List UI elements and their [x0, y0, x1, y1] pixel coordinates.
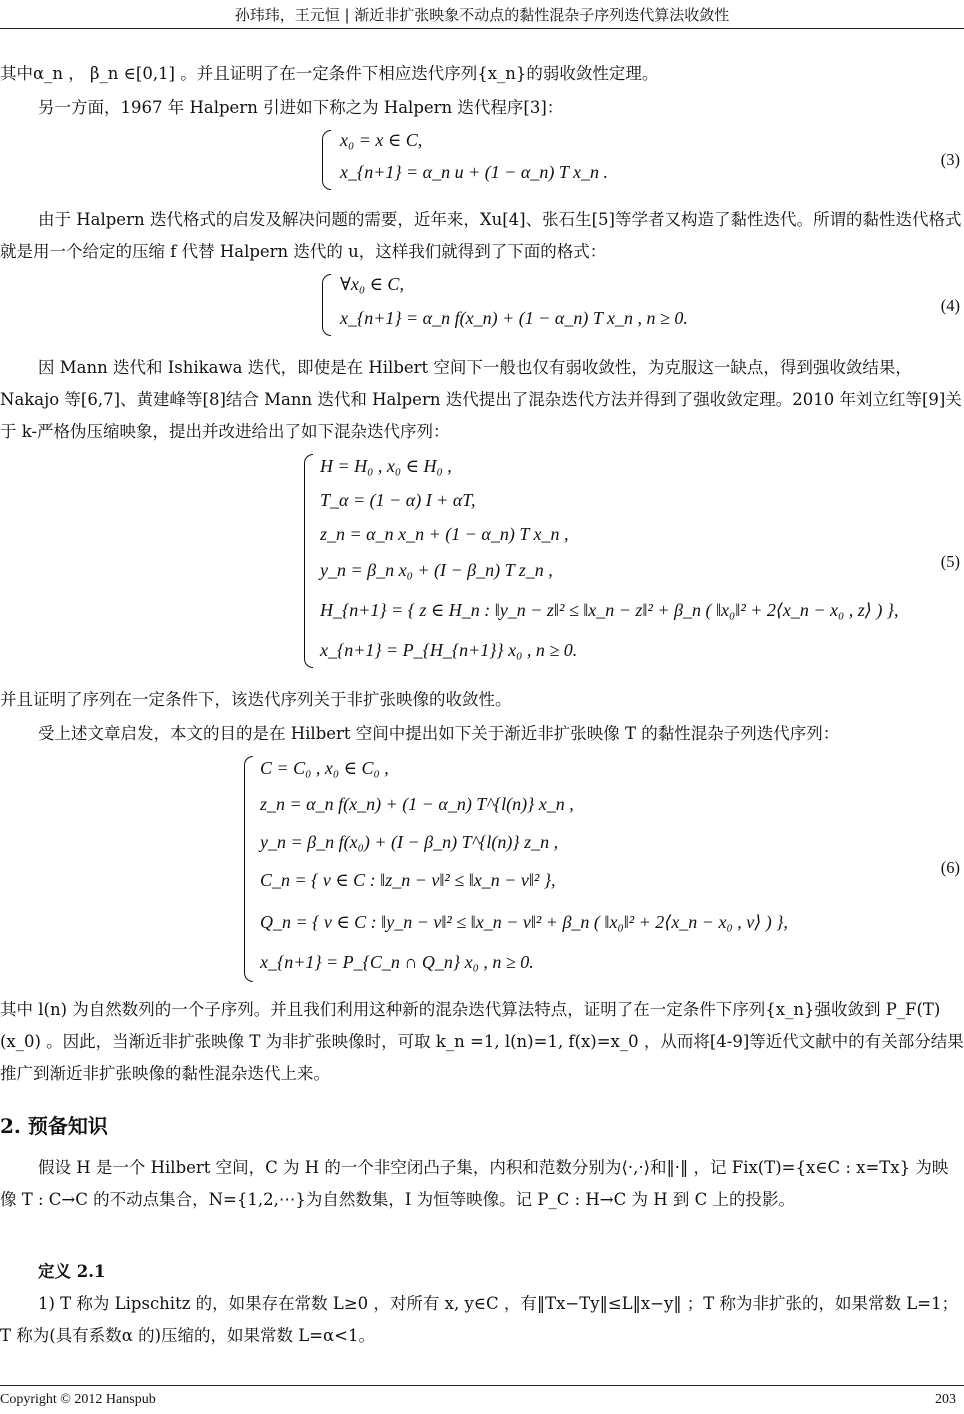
equation-line: x_{n+1} = P_{H_{n+1}} x₀ , n ≥ 0. — [320, 640, 578, 660]
paragraph-3: 由于 Halpern 迭代格式的启发及解决问题的需要，近年来，Xu[4]、张石生[5]等学者又构造了黏性迭代。所谓的黏性迭代格式就是用一个给定的压缩 f 代替 Halpern 迭代的 u，这样我们就得到了下面的格式： — [0, 210, 962, 261]
equation-line: T_α = (1 − α) I + αT, — [320, 490, 476, 510]
running-header: 孙玮玮，王元恒 | 渐近非扩张映象不动点的黏性混杂子序列迭代算法收敛性 — [234, 6, 730, 24]
equation-line: z_n = α_n f(x_n) + (1 − α_n) T^{l(n)} x_n , — [260, 794, 574, 814]
equation-line: C_n = { v ∈ C : ‖z_n − v‖² ≤ ‖x_n − v‖² }, — [260, 870, 556, 890]
equation-number: (5) — [940, 552, 960, 571]
page-number: 203 — [935, 1392, 956, 1407]
equation-line: ∀x₀ ∈ C, — [340, 274, 404, 294]
paragraph-4: 因 Mann 迭代和 Ishikawa 迭代，即使是在 Hilbert 空间下一般也仅有弱收敛性，为克服这一缺点，得到强收敛结果，Nakajo 等[6,7]、黄建峰等[8]结合 Mann 迭代和 Halpern 迭代提出了混杂迭代方法并得到了强收敛定理。2010 年刘立红等[9]关于 k-严格伪压缩映象，提出并改进给出了如下混杂迭代序列： — [0, 358, 962, 441]
equation-line: H_{n+1} = { z ∈ H_n : ‖y_n − z‖² ≤ ‖x_n − z‖² + β_n ( ‖x₀‖² + 2⟨x_n − x₀ , z⟩ ) }, — [320, 600, 899, 620]
paragraph-6: 受上述文章启发，本文的目的是在 Hilbert 空间中提出如下关于渐近非扩张映像 T 的黏性混杂子列迭代序列： — [38, 724, 840, 743]
paragraph-9: 1) T 称为 Lipschitz 的，如果存在常数 L≥0 ，对所有 x, y∈C ，有‖Tx−Ty‖≤L‖x−y‖ ；T 称为非扩张的，如果常数 L=1；T 称为(具有系数α 的)压缩的，如果常数 L=α<1。 — [0, 1294, 959, 1345]
equation-number: (4) — [940, 296, 960, 315]
header-rule — [0, 28, 964, 29]
section-heading: 2. 预备知识 — [0, 1114, 108, 1138]
equation-number: (6) — [940, 858, 960, 877]
footer-copyright: Copyright © 2012 Hanspub — [0, 1392, 156, 1407]
equation-brace — [322, 130, 331, 190]
equation-line: x_{n+1} = α_n u + (1 − α_n) T x_n . — [340, 162, 609, 182]
equation-line: z_n = α_n x_n + (1 − α_n) T x_n , — [320, 524, 569, 544]
equation-brace — [244, 756, 253, 982]
equation-line: Q_n = { v ∈ C : ‖y_n − v‖² ≤ ‖x_n − v‖² + β_n ( ‖x₀‖² + 2⟨x_n − x₀ , v⟩ ) }, — [260, 912, 788, 932]
equation-brace — [304, 454, 313, 668]
definition-title: 定义 2.1 — [38, 1262, 106, 1281]
paragraph-1: 其中α_n ， β_n ∈[0,1] 。并且证明了在一定条件下相应迭代序列{x_n}的弱收敛性定理。 — [0, 64, 659, 83]
equation-line: y_n = β_n x₀ + (I − β_n) T z_n , — [320, 560, 553, 580]
paragraph-7: 其中 l(n) 为自然数列的一个子序列。并且我们利用这种新的混杂迭代算法特点，证明了在一定条件下序列{x_n}强收敛到 P_F(T)(x_0) 。因此，当渐近非扩张映像 T 为非扩张映像时，可取 k_n =1, l(n)=1, f(x)=x_0 ，从而将[4-9]等近代文献中的有关部分结果推广到渐近非扩张映像的黏性混杂迭代上来。 — [0, 1000, 964, 1083]
equation-line: x₀ = x ∈ C, — [340, 130, 423, 150]
footer-rule — [0, 1385, 964, 1386]
paragraph-2: 另一方面，1967 年 Halpern 引进如下称之为 Halpern 迭代程序[3]： — [38, 98, 564, 117]
equation-number: (3) — [940, 150, 960, 169]
equation-line: H = H₀ , x₀ ∈ H₀ , — [320, 456, 452, 476]
equation-line: x_{n+1} = P_{C_n ∩ Q_n} x₀ , n ≥ 0. — [260, 952, 534, 972]
paragraph-8: 假设 H 是一个 Hilbert 空间，C 为 H 的一个非空闭凸子集，内积和范数分别为⟨·,·⟩和‖·‖ ，记 Fix(T)={x∈C : x=Tx} 为映像 T : C→C 的不动点集合，N={1,2,⋯}为自然数集，I 为恒等映像。记 P_C : H→C 为 H 到 C 上的投影。 — [0, 1158, 949, 1209]
equation-line: C = C₀ , x₀ ∈ C₀ , — [260, 758, 389, 778]
equation-line: y_n = β_n f(x₀) + (I − β_n) T^{l(n)} z_n , — [260, 832, 559, 852]
equation-line: x_{n+1} = α_n f(x_n) + (1 − α_n) T x_n , n ≥ 0. — [340, 308, 688, 328]
paragraph-5: 并且证明了序列在一定条件下，该迭代序列关于非扩张映像的收敛性。 — [0, 690, 512, 709]
equation-brace — [322, 274, 331, 336]
